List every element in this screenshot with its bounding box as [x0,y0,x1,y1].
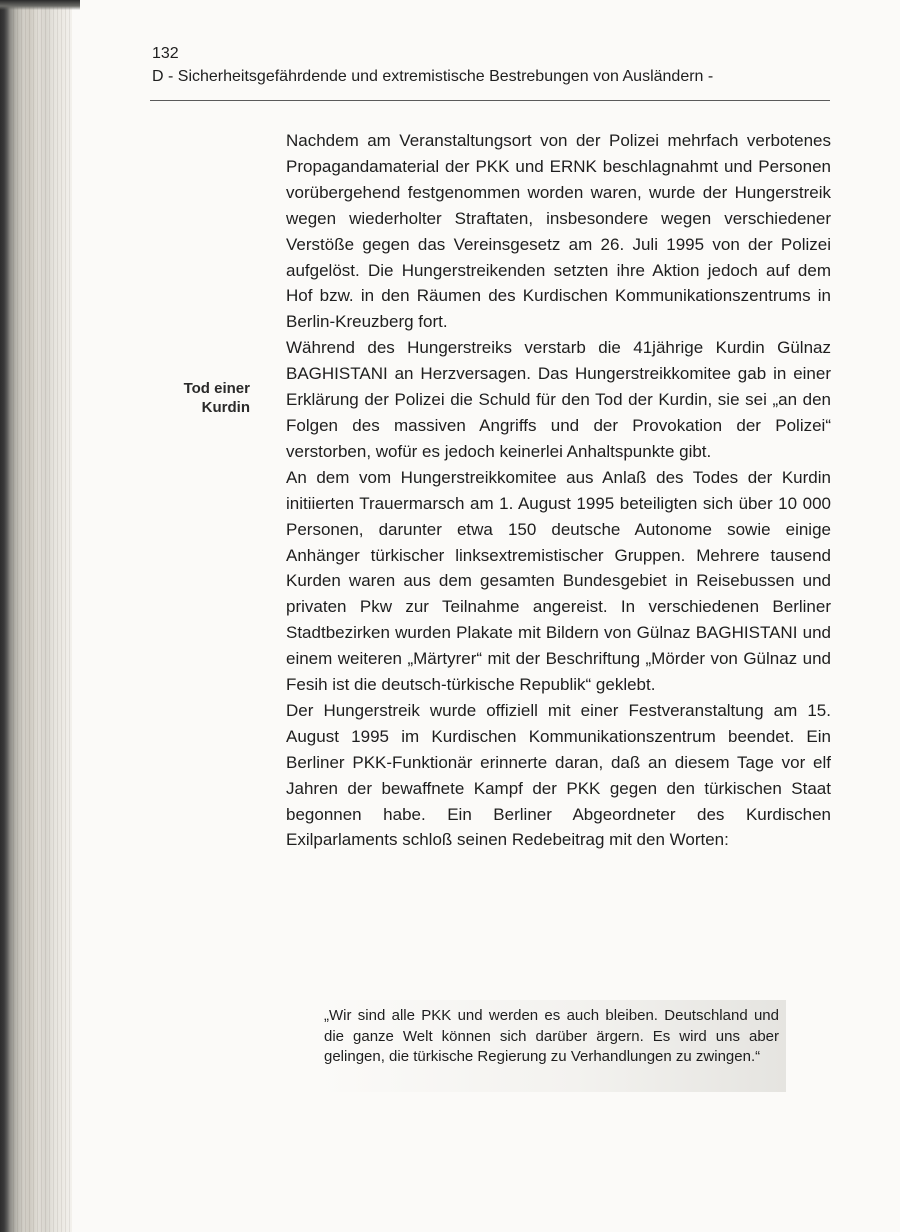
body-text [286,128,831,853]
paragraph-3: An dem vom Hungerstreikkomitee aus Anlaß des Todes der Kurdin initiierten Trauermarsch am 1. August 1995 beteiligten sich über 10 000 Personen, darunter etwa 150 deutsche Autonome sowie einige Anhänger türkischer linksextremistischer Gruppen. Mehrere tausend Kurden waren aus dem gesamten Bundesgebiet in Reisebussen und privaten Pkw zur Teilnahme angereist. In verschiedenen Berliner Stadtbezirken wurden Plakate mit Bildern von Gülnaz BAGHISTANI und einem weiteren „Märtyrer“ mit der Beschriftung „Mörder von Gülnaz und Fesih ist die deutsch-türkische Republik“ geklebt. [286,467,831,695]
page-number: 132 [152,45,179,62]
paragraph-2: Während des Hungerstreiks verstarb die 41jährige Kurdin Gülnaz BAGHISTANI an Herzversagen. Das Hungerstreikkomitee gab in einer Erklärung der Polizei die Schuld für den Tod der Kurdin, sie sei „an den Folgen des massiven Angriffs und der Provokation der Polizei“ verstorben, wofür es jedoch keinerlei Anhaltspunkte gibt. [286,338,831,461]
margin-note-line-2: Kurdin [201,399,250,416]
margin-note [148,379,250,417]
paragraph-4: Der Hungerstreik wurde offiziell mit einer Festveranstaltung am 15. August 1995 im Kurdischen Kommunikationszentrum beendet. Ein Berliner PKK-Funktionär erinnerte daran, daß an diesem Tage vor elf Jahren der bewaffnete Kampf der PKK gegen den türkischen Staat begonnen habe. Ein Berliner Abgeordneter des Kurdischen Exilparlaments schloß seinen Redebeitrag mit den Worten: [286,700,831,850]
block-quote: „Wir sind alle PKK und werden es auch bleiben. Deutschland und die ganze Welt können sich darüber ärgern. Es wird uns aber gelingen, die türkische Regierung zu Verhandlungen zu zwingen.“ [324,1007,779,1065]
page-edge-lines [10,0,70,1232]
scan-corner-shadow [0,0,80,10]
running-header: D - Sicherheitsgefährdende und extremistische Bestrebungen von Ausländern - [152,68,714,85]
margin-note-line-1: Tod einer [183,380,250,397]
header-divider [150,100,830,101]
paragraph-1: Nachdem am Veranstaltungsort von der Polizei mehrfach verbotenes Propagandamaterial der PKK und ERNK beschlagnahmt und Personen vorübergehend festgenommen worden waren, wurde der Hungerstreik wegen wiederholter Straftaten, insbesondere wegen verschiedener Verstöße gegen das Vereinsgesetz am 26. Juli 1995 von der Polizei aufgelöst. Die Hungerstreikenden setzten ihre Aktion jedoch auf dem Hof bzw. in den Räumen des Kurdischen Kommunikationszentrums in Berlin-Kreuzberg fort. [286,131,831,332]
